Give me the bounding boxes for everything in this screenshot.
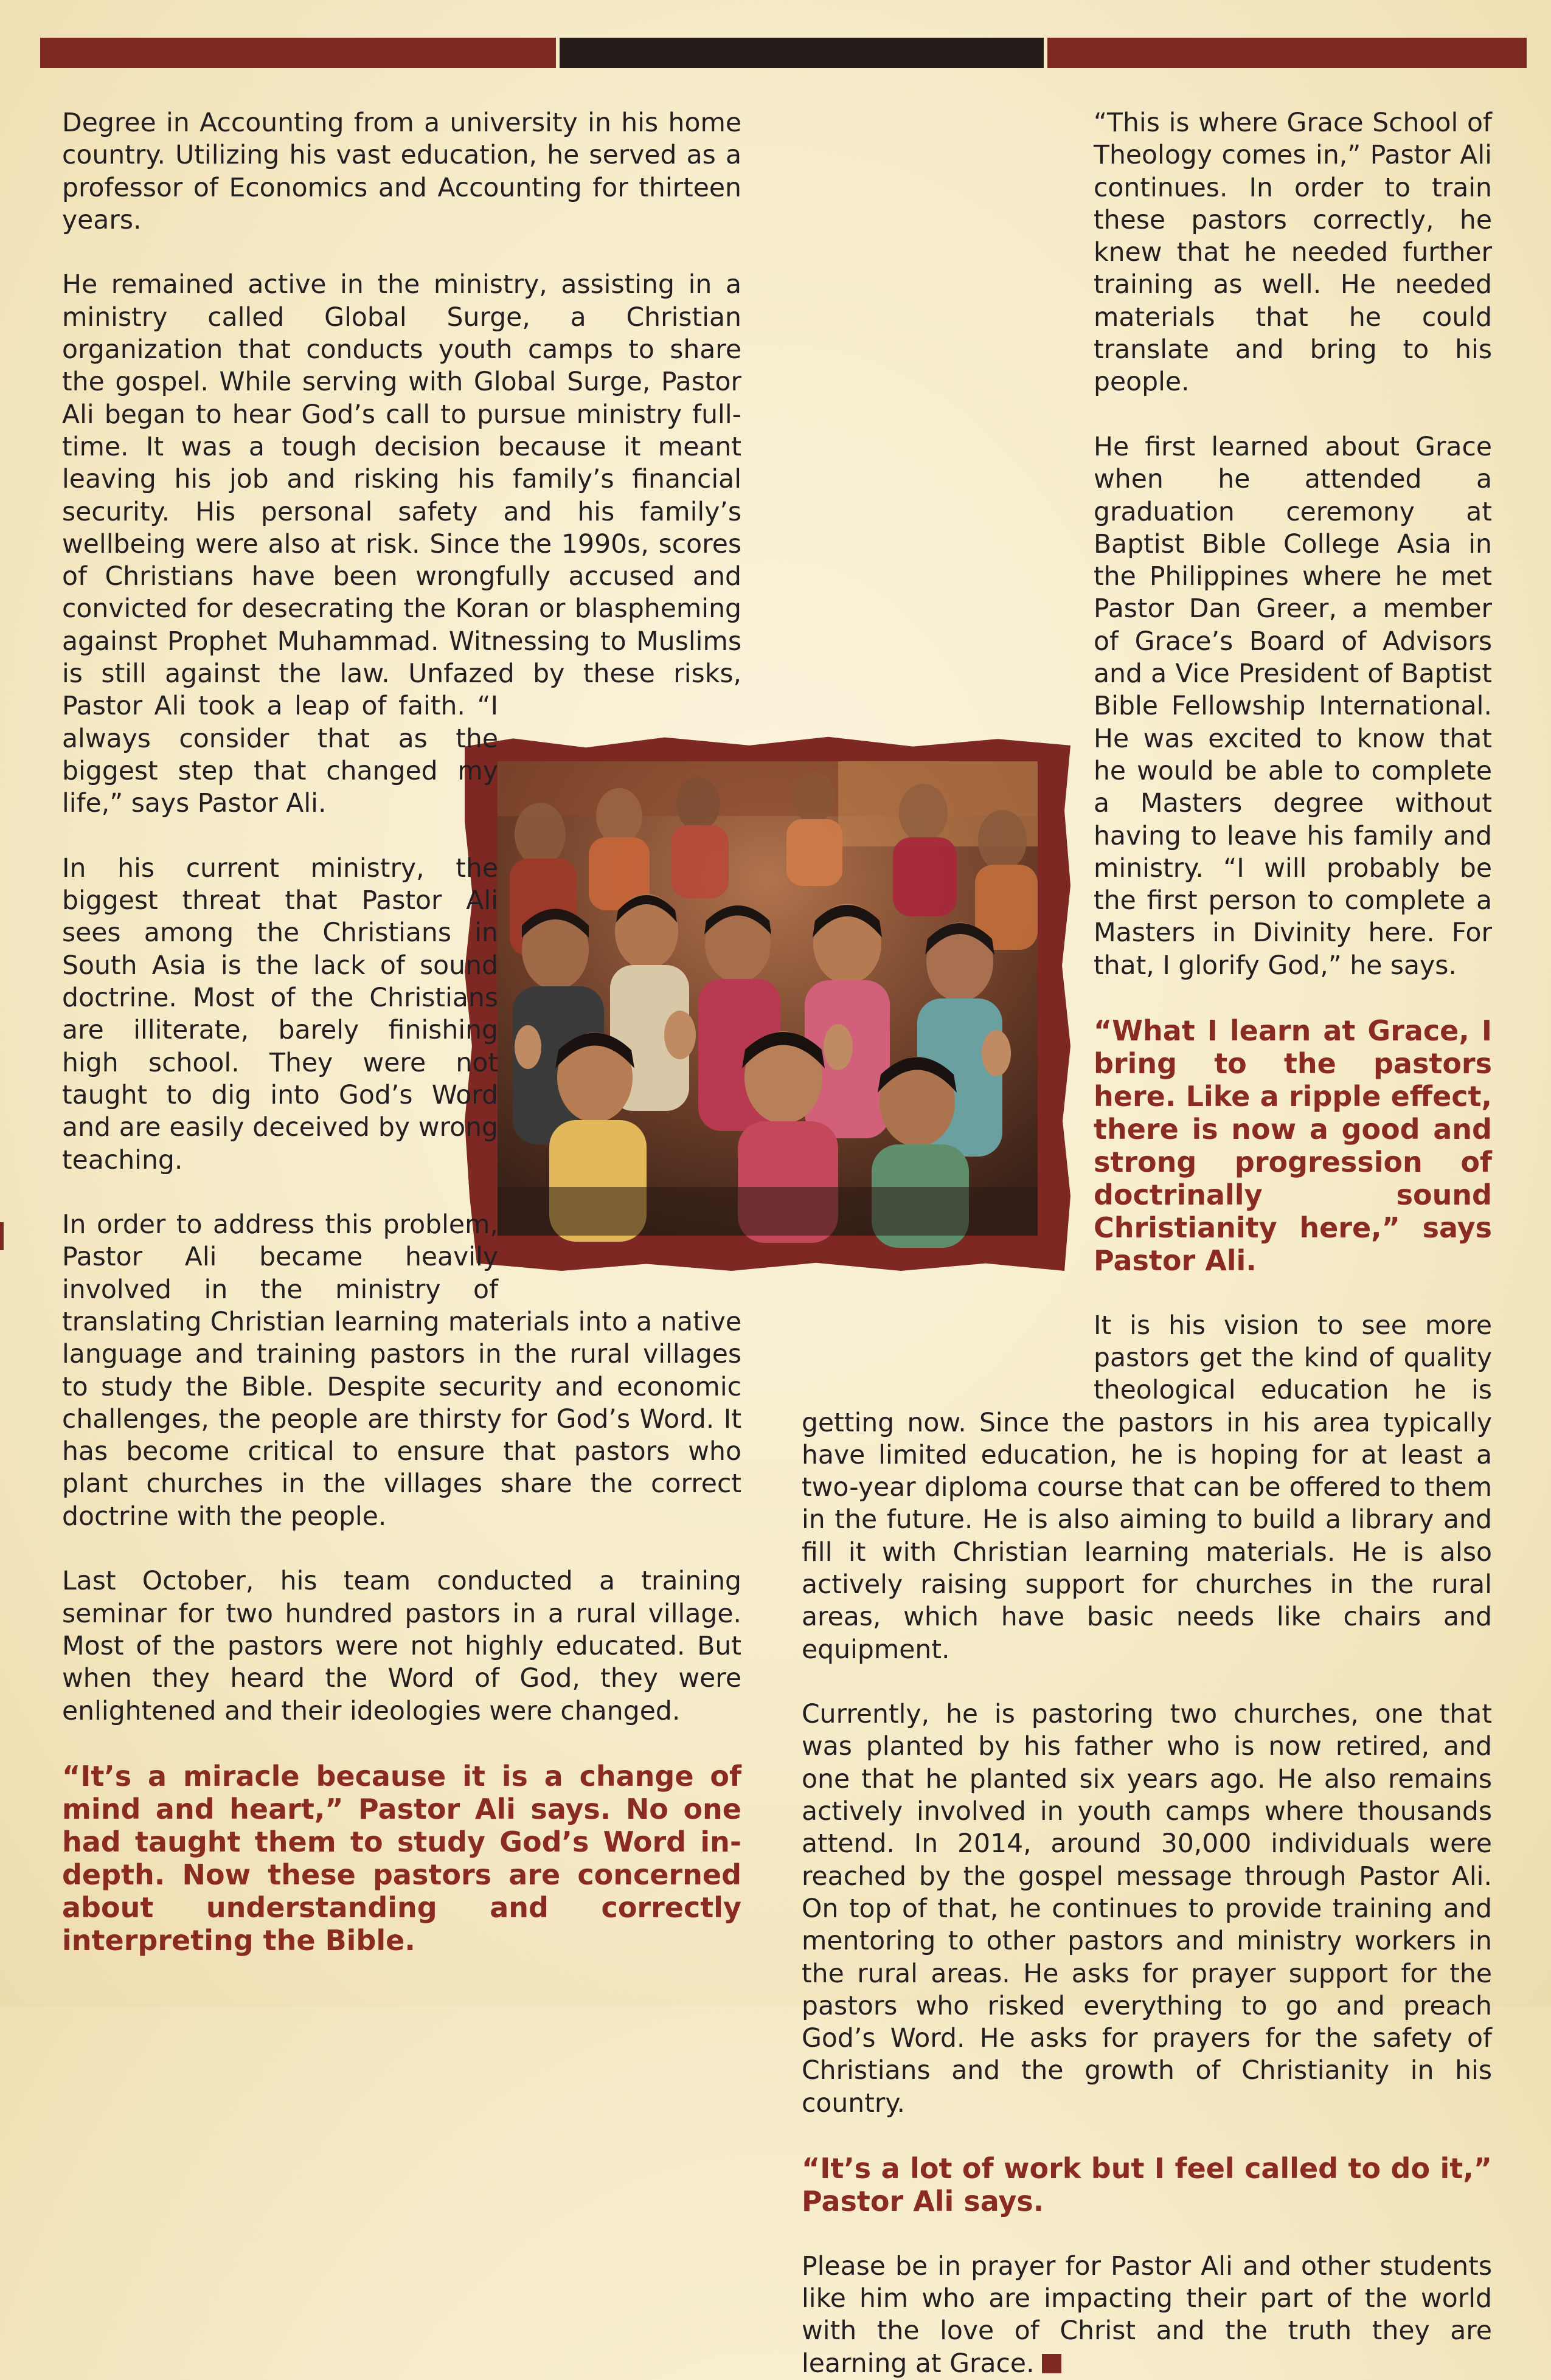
left-column xyxy=(62,107,741,1957)
left-float-spacer-photo xyxy=(498,694,741,1302)
pull-quote: “It’s a miracle because it is a change of mind and heart,” Pastor Ali says. No one had taught them to study God’s Word in-depth. Now these pastors are concerned about understanding and correctly interpreting the Bible. xyxy=(62,1760,741,1957)
right-column xyxy=(802,107,1492,2380)
header-bar-left xyxy=(40,38,556,68)
paragraph: He first learned about Grace when he attended a graduation ceremony at Baptist Bible College Asia in the Philippines where he met Pastor Dan Greer, a member of Grace’s Board of Advisors and a Vice President of Baptist Bible Fellowship International. He was excited to know that he would be able to complete a Masters degree without having to leave his family and ministry. “I will probably be the first person to complete a Masters in Divinity here. For that, I glorify God,” he says. xyxy=(1094,432,1492,981)
right-float-spacer-photo xyxy=(802,739,1094,1378)
paragraph: “This is where Grace School of Theology comes in,” Pastor Ali continues. In order to train these pastors correctly, he knew that he needed further training as well. He needed materials that he could translate and bring to his people. xyxy=(1094,108,1492,398)
paragraph: Currently, he is pastoring two churches, one that was planted by his father who is now retired, and one that he planted six years ago. He also remains actively involved in youth camps where thousands attend. In 2014, around 30,000 individuals were reached by the gospel message through Pastor Ali. On top of that, he continues to provide training and mentoring to other pastors and ministry workers in the rural areas. He asks for prayer support for the pastors who risked everything to go and preach God’s Word. He asks for prayers for the safety of Christians and the growth of Christianity in his country. xyxy=(802,1700,1492,2119)
paragraph: Last October, his team conducted a training seminar for two hundred pastors in a rural village. Most of the pastors were not highly educated. But when they heard the Word of God, they were enlightened and their ideologies were changed. xyxy=(62,1566,741,1726)
page-edge-mark xyxy=(0,1222,4,1250)
pull-quote: “It’s a lot of work but I feel called to do it,” Pastor Ali says. xyxy=(802,2152,1492,2218)
paragraph: In order to address this problem, Pastor Ali became heavily involved in the ministry of translating Christian learning materials into a native language and training pastors in the rural villages to study the Bible. Despite security and economic challenges, the people are thirsty for God’s Word. It has become critical to ensure that pastors who plant churches in the villages share the correct doctrine with the people. xyxy=(62,1210,741,1532)
pull-quote: “What I learn at Grace, I bring to the pastors here. Like a ripple effect, there is now a good and strong progression of doctrinally sound Christianity here,” says Pastor Ali. xyxy=(1094,1014,1492,1278)
paragraph: In his current ministry, the biggest threat that Pastor Ali sees among the Christians in South Asia is the lack of sound doctrine. Most of the Christians are illiterate, barely finishing high school. They were not taught to dig into God’s Word and are easily deceived by wrong teaching. xyxy=(62,853,498,1175)
closing-paragraph xyxy=(802,2250,1492,2380)
header-bar-right xyxy=(1047,38,1527,68)
end-mark-icon xyxy=(1042,2354,1061,2373)
closing-text: Please be in prayer for Pastor Ali and other students like him who are impacting their part of the world with the love of Christ and the truth they are learning at Grace. xyxy=(802,2251,1492,2379)
header-bar-center xyxy=(560,38,1044,68)
paragraph: It is his vision to see more pastors get the kind of quality theological education he is getting now. Since the pastors in his area typically have limited education, he is hoping for at least a two-year diploma course that can be offered to them in the future. He is also aiming to build a library and fill it with Christian learning materials. He is also actively raising support for churches in the rural areas, which have basic needs like chairs and equipment. xyxy=(802,1310,1492,1665)
paragraph: He remained active in the ministry, assisting in a ministry called Global Surge, a Christian organization that conducts youth camps to share the gospel. While serving with Global Surge, Pastor Ali began to hear God’s call to pursue ministry full-time. It was a tough decision because it meant leaving his job and risking his family’s financial security. His personal safety and his family’s wellbeing were also at risk. Since the 1990s, scores of Christians have been wrongfully accused and convicted for desecrating the Koran or blaspheming against Prophet Muhammad. Witnessing to Muslims is still against the law. Unfazed by these risks, Pastor Ali took a leap of faith. “I always consider that as the biggest step that changed my life,” says Pastor Ali. xyxy=(62,270,741,819)
paragraph: Degree in Accounting from a university in his home country. Utilizing his vast education, he served as a professor of Economics and Accounting for thirteen years. xyxy=(62,108,741,235)
